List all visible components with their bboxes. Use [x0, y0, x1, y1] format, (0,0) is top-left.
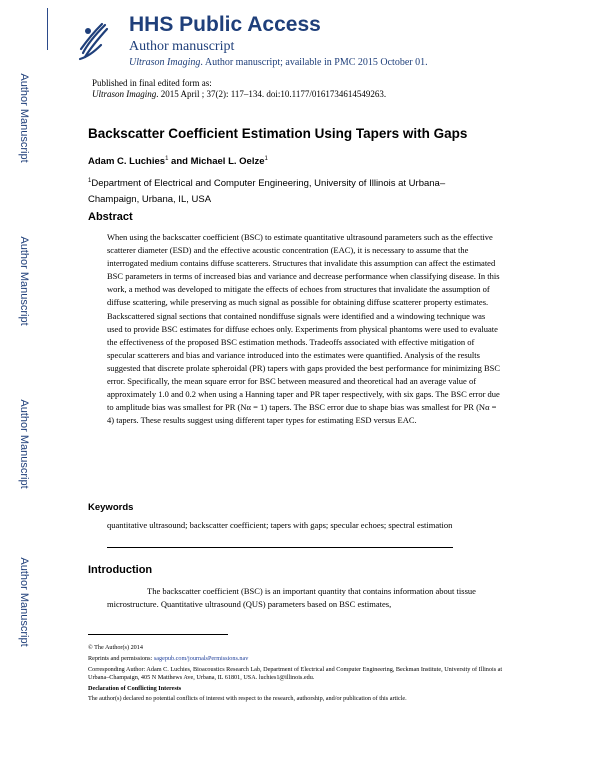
footnote-conflict-text: The author(s) declared no potential conflicts of interest with respect to the research, authorship, and/or publication of this article.	[88, 695, 407, 702]
sidebar	[0, 0, 48, 776]
footnote-corresponding: Corresponding Author: Adam C. Luchies, Bioacoustics Research Lab, Department of Electrical and Computer Engineering, Beckman Institute, University of Illinois at Urbana–Champaign, 405 N Matthews Ave, Urbana, IL 61801, USA. luchies1@illinois.edu.	[88, 666, 503, 681]
header-subtitle: Author manuscript	[129, 39, 235, 54]
published-note: Published in final edited form as:	[92, 78, 212, 88]
keywords-divider	[107, 547, 453, 548]
keywords-heading: Keywords	[88, 502, 134, 513]
sidebar-divider	[47, 8, 48, 50]
introduction-heading: Introduction	[88, 564, 153, 576]
sidebar-label-4: Author Manuscript	[18, 557, 30, 647]
footnote-conflict-heading: Declaration of Conflicting Interests	[88, 685, 182, 692]
article-title: Backscatter Coefficient Estimation Using Tapers with Gaps	[88, 126, 468, 141]
sidebar-label-2: Author Manuscript	[18, 236, 30, 326]
abstract-heading: Abstract	[88, 211, 133, 223]
reprints-link[interactable]: sagepub.com/journalsPermissions.nav	[153, 655, 249, 662]
abstract-text: When using the backscatter coefficient (BSC) to estimate quantitative ultrasound parameters such as the effective scatterer diameter (ESD) and the effective acoustic concentration (EAC), it is necessary to assume that the interrogated medium contains diffuse scatterers. Structures that invalidate this assumption can affect the estimated BSC parameters in terms of increased bias and variance and decrease performance when classifying disease. In this work, a method was developed to mitigate the effects of echoes from structures that invalidate the assumption of diffuse scattering, while preserving as much signal as possible for obtaining diffuse scatterer property estimates. Backscattered signal sections that contained nondiffuse signals were identified and a windowing technique was used to provide BSC estimates for diffuse echoes only. Experiments from physical phantoms were used to evaluate the effectiveness of the proposed BSC estimation methods. Tradeoffs associated with effective mitigation of specular scatterers and bias and variance introduced into the estimates were quantified. Analysis of the results suggested that discrete prolate spheroidal (PR) tapers with gaps provided the best performance for minimizing BSC error. Specifically, the mean square error for BSC between measured and theoretical had an average value of approximately 1.0 and 0.2 when using a Hanning taper and PR taper respectively, with six gaps. The BSC error due to amplitude bias was smallest for PR (Nα = 1) tapers. The BSC error due to shape bias was smallest for PR (Nα = 4) tapers. These results suggest using different taper types for estimating ESD versus EAC.	[107, 232, 501, 426]
header-title: HHS Public Access	[129, 13, 321, 36]
author-list: Adam C. Luchies$^1$ and Michael L. Oelze$^1$	[88, 156, 268, 168]
keywords-text: quantitative ultrasound; backscatter coefficient; tapers with gaps; specular echoes; spectral estimation	[107, 520, 453, 530]
sidebar-label-1: Author Manuscript	[18, 73, 30, 163]
footnote-divider	[88, 634, 228, 635]
footnote-reprints: Reprints and permissions: sagepub.com/journalsPermissions.nav	[88, 655, 249, 662]
published-citation: Ultrason Imaging. 2015 April ; 37(2): 117–134. doi:10.1177/0161734614549263.	[92, 89, 387, 99]
affiliation: $^1$Department of Electrical and Computer Engineering, University of Illinois at Urbana–Champaign, Urbana, IL, USA	[88, 178, 446, 206]
header-citation: Ultrason Imaging. Author manuscript; available in PMC 2015 October 01.	[129, 57, 428, 68]
sidebar-label-3: Author Manuscript	[18, 399, 30, 489]
hhs-eagle-logo-icon	[77, 19, 109, 63]
footnote-copyright: © The Author(s) 2014	[88, 644, 143, 651]
introduction-text: The backscatter coefficient (BSC) is an important quantity that contains information about tissue microstructure. Quantitative ultrasound (QUS) parameters based on BSC estimates,	[107, 586, 476, 609]
